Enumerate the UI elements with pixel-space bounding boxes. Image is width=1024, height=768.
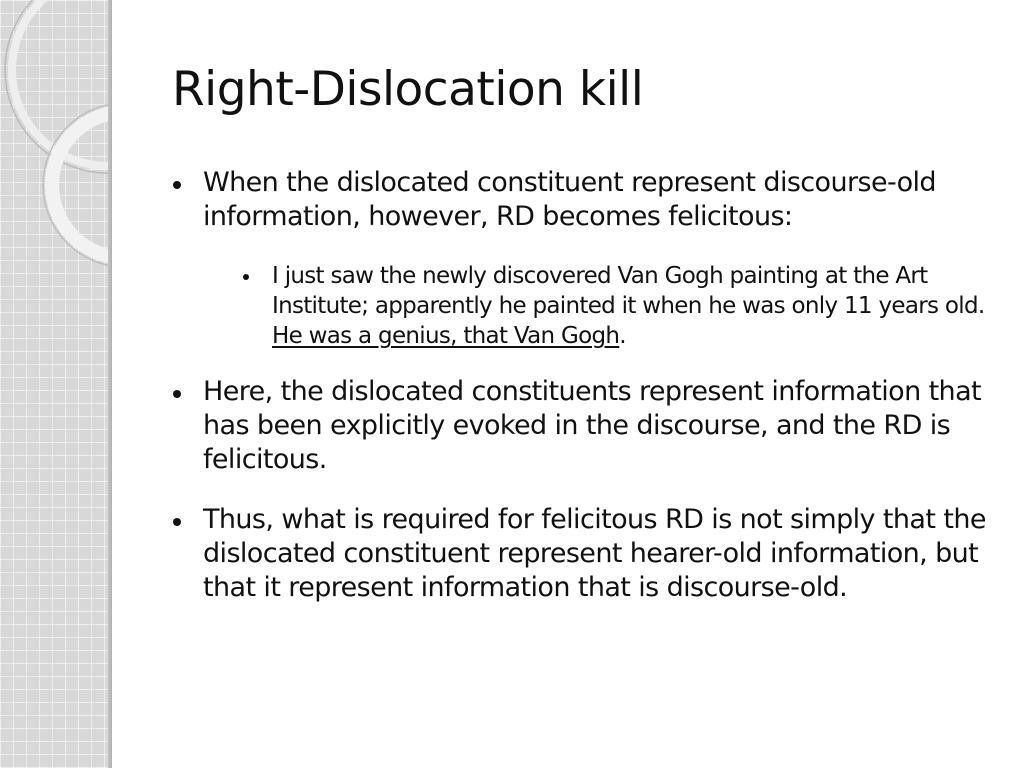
example-underlined-text: He was a genius, that Van Gogh [272, 323, 620, 349]
side-panel-edge [108, 0, 112, 768]
sub-bullet-item [241, 261, 992, 351]
bullet-text: Here, the dislocated constituents represent information that has been explicitly evoked in the discourse, and the RD is felicitous. [203, 376, 981, 475]
bullet-item [172, 166, 992, 234]
bullet-item [172, 375, 992, 477]
bullet-dot-icon [173, 181, 181, 189]
slide-content [172, 166, 992, 605]
example-text: I just saw the newly discovered Van Gogh painting at the Art Institute; apparently he painted it when he was only 11 years old. [272, 263, 985, 319]
bullet-item [172, 503, 992, 605]
slide-title: Right-Dislocation kill [172, 62, 644, 117]
decorative-arcs [0, 0, 112, 300]
sub-bullet-dot-icon [243, 274, 249, 280]
side-panel [0, 0, 112, 768]
bullet-text: When the dislocated constituent represent discourse-old information, however, RD becomes felicitous: [203, 167, 936, 232]
bullet-text: Thus, what is required for felicitous RD is not simply that the dislocated constituent represent hearer-old information, but that it represent information that is discourse-old. [203, 504, 986, 603]
example-trailing: . [619, 323, 626, 349]
bullet-dot-icon [173, 518, 181, 526]
bullet-dot-icon [173, 390, 181, 398]
bullet-spacer [172, 477, 992, 503]
